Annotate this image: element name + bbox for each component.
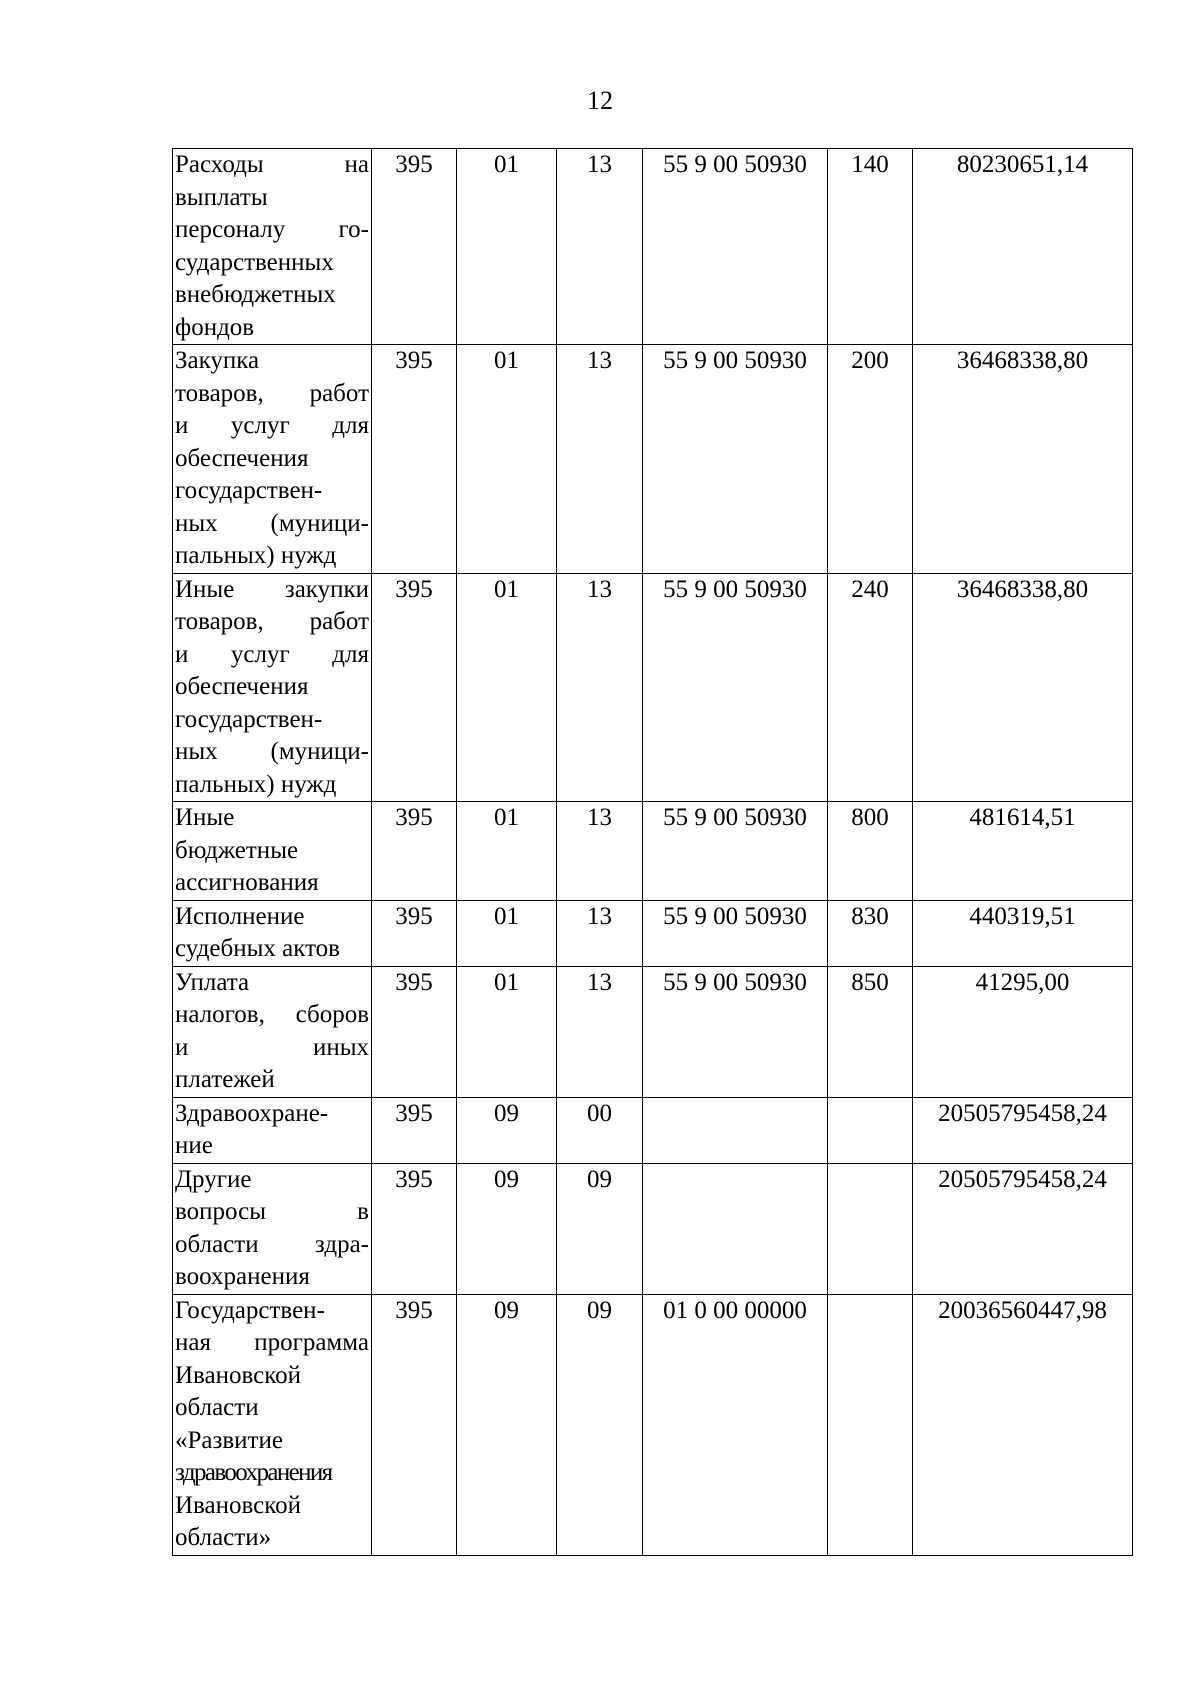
table-row (173, 966, 1133, 1097)
cell-section-code: 09 (457, 1163, 557, 1294)
cell-target-article: 55 9 00 50930 (643, 573, 828, 802)
cell-section-code: 01 (457, 345, 557, 574)
cell-subsection-code: 13 (557, 573, 643, 802)
cell-amount: 20505795458,24 (913, 1097, 1133, 1163)
cell-section-code: 01 (457, 966, 557, 1097)
cell-target-article: 55 9 00 50930 (643, 345, 828, 574)
cell-grbs-code: 395 (372, 966, 457, 1097)
cell-amount: 20036560447,98 (913, 1294, 1133, 1555)
cell-section-code: 01 (457, 802, 557, 901)
cell-expense-name (173, 573, 372, 802)
cell-expense-name (173, 1163, 372, 1294)
cell-target-article: 01 0 00 00000 (643, 1294, 828, 1555)
name-line: вопросы в (175, 1198, 369, 1225)
table-row (173, 1163, 1133, 1294)
name-line: налогов, сборов (175, 1001, 369, 1028)
name-line: ная программа (175, 1329, 369, 1356)
name-line: сударственных (175, 248, 334, 276)
cell-section-code: 01 (457, 900, 557, 966)
budget-table (172, 148, 1133, 1556)
name-line: бюджетные (175, 836, 299, 864)
cell-target-article (643, 1163, 828, 1294)
cell-amount: 481614,51 (913, 802, 1133, 901)
cell-amount: 20505795458,24 (913, 1163, 1133, 1294)
name-line: Уплата (175, 968, 250, 996)
name-line: пальных) нужд (175, 542, 337, 569)
cell-target-article: 55 9 00 50930 (643, 900, 828, 966)
name-line: Закупка (175, 347, 260, 374)
name-line: ных (муници- (175, 509, 369, 537)
name-line: государствен- (175, 705, 323, 733)
cell-grbs-code: 395 (372, 149, 457, 345)
cell-expense-name (173, 1097, 372, 1163)
cell-subsection-code: 13 (557, 802, 643, 901)
cell-grbs-code: 395 (372, 1294, 457, 1555)
name-line: Ивановской (175, 1361, 302, 1389)
name-line: внебюджетных (175, 281, 336, 308)
cell-expense-name (173, 149, 372, 345)
name-line: области» (175, 1524, 272, 1551)
name-line: Здравоохране- (175, 1099, 329, 1127)
name-line: «Развитие (175, 1426, 283, 1454)
cell-expense-type (828, 1294, 913, 1555)
cell-expense-type (828, 1163, 913, 1294)
page-number: 12 (587, 86, 613, 115)
table-row (173, 900, 1133, 966)
name-line: обеспечения (175, 444, 309, 472)
table-row (173, 345, 1133, 574)
cell-subsection-code: 09 (557, 1294, 643, 1555)
cell-grbs-code: 395 (372, 1097, 457, 1163)
cell-grbs-code: 395 (372, 573, 457, 802)
cell-amount: 36468338,80 (913, 345, 1133, 574)
name-line: воохранения (175, 1263, 310, 1290)
table-row (173, 1294, 1133, 1555)
name-line: фондов (175, 313, 255, 341)
name-line: платежей (175, 1066, 275, 1093)
cell-grbs-code: 395 (372, 802, 457, 901)
cell-subsection-code: 09 (557, 1163, 643, 1294)
name-line: ние (175, 1132, 213, 1159)
name-line: области (175, 1394, 259, 1421)
cell-amount: 41295,00 (913, 966, 1133, 1097)
name-line: Исполнение (175, 902, 305, 930)
name-line: выплаты (175, 183, 268, 211)
cell-expense-name (173, 1294, 372, 1555)
cell-target-article: 55 9 00 50930 (643, 149, 828, 345)
cell-expense-type: 830 (828, 900, 913, 966)
name-line: Государствен- (175, 1296, 325, 1324)
name-line: ных (муници- (175, 738, 369, 765)
cell-expense-type: 800 (828, 802, 913, 901)
cell-expense-type: 240 (828, 573, 913, 802)
name-line: Другие (175, 1165, 252, 1193)
cell-subsection-code: 13 (557, 900, 643, 966)
cell-amount: 440319,51 (913, 900, 1133, 966)
name-line: Иные закупки (175, 575, 369, 603)
name-line: и услуг для (175, 640, 369, 668)
cell-expense-name (173, 966, 372, 1097)
cell-grbs-code: 395 (372, 1163, 457, 1294)
cell-expense-name (173, 802, 372, 901)
cell-amount: 36468338,80 (913, 573, 1133, 802)
name-line: обеспечения (175, 673, 309, 700)
cell-subsection-code: 13 (557, 149, 643, 345)
cell-amount: 80230651,14 (913, 149, 1133, 345)
cell-expense-type: 850 (828, 966, 913, 1097)
cell-expense-type (828, 1097, 913, 1163)
cell-target-article: 55 9 00 50930 (643, 966, 828, 1097)
cell-expense-type: 200 (828, 345, 913, 574)
cell-target-article (643, 1097, 828, 1163)
cell-target-article: 55 9 00 50930 (643, 802, 828, 901)
name-line: Расходы на (175, 151, 369, 178)
cell-section-code: 01 (457, 149, 557, 345)
table-body (173, 149, 1133, 1556)
table-row (173, 1097, 1133, 1163)
cell-expense-name (173, 345, 372, 574)
cell-expense-name (173, 900, 372, 966)
cell-section-code: 09 (457, 1097, 557, 1163)
name-line: пальных) нужд (175, 770, 337, 798)
name-line: персоналу го- (175, 216, 369, 243)
table-row (173, 802, 1133, 901)
table-row (173, 149, 1133, 345)
name-line: государствен- (175, 477, 323, 504)
cell-subsection-code: 13 (557, 345, 643, 574)
name-line: Иные (175, 804, 235, 831)
name-line: ассигнования (175, 869, 319, 896)
name-line: товаров, работ (175, 608, 369, 635)
cell-subsection-code: 13 (557, 966, 643, 1097)
cell-grbs-code: 395 (372, 345, 457, 574)
name-line: и иных (175, 1033, 369, 1061)
name-line: области здра- (175, 1230, 369, 1258)
cell-section-code: 09 (457, 1294, 557, 1555)
cell-section-code: 01 (457, 573, 557, 802)
name-line: здравоохранения (175, 1459, 332, 1486)
name-line: Ивановской (175, 1491, 302, 1519)
name-line: товаров, работ (175, 379, 369, 407)
name-line: судебных актов (175, 935, 340, 962)
table-row (173, 573, 1133, 802)
cell-subsection-code: 00 (557, 1097, 643, 1163)
cell-grbs-code: 395 (372, 900, 457, 966)
name-line: и услуг для (175, 412, 369, 439)
cell-expense-type: 140 (828, 149, 913, 345)
